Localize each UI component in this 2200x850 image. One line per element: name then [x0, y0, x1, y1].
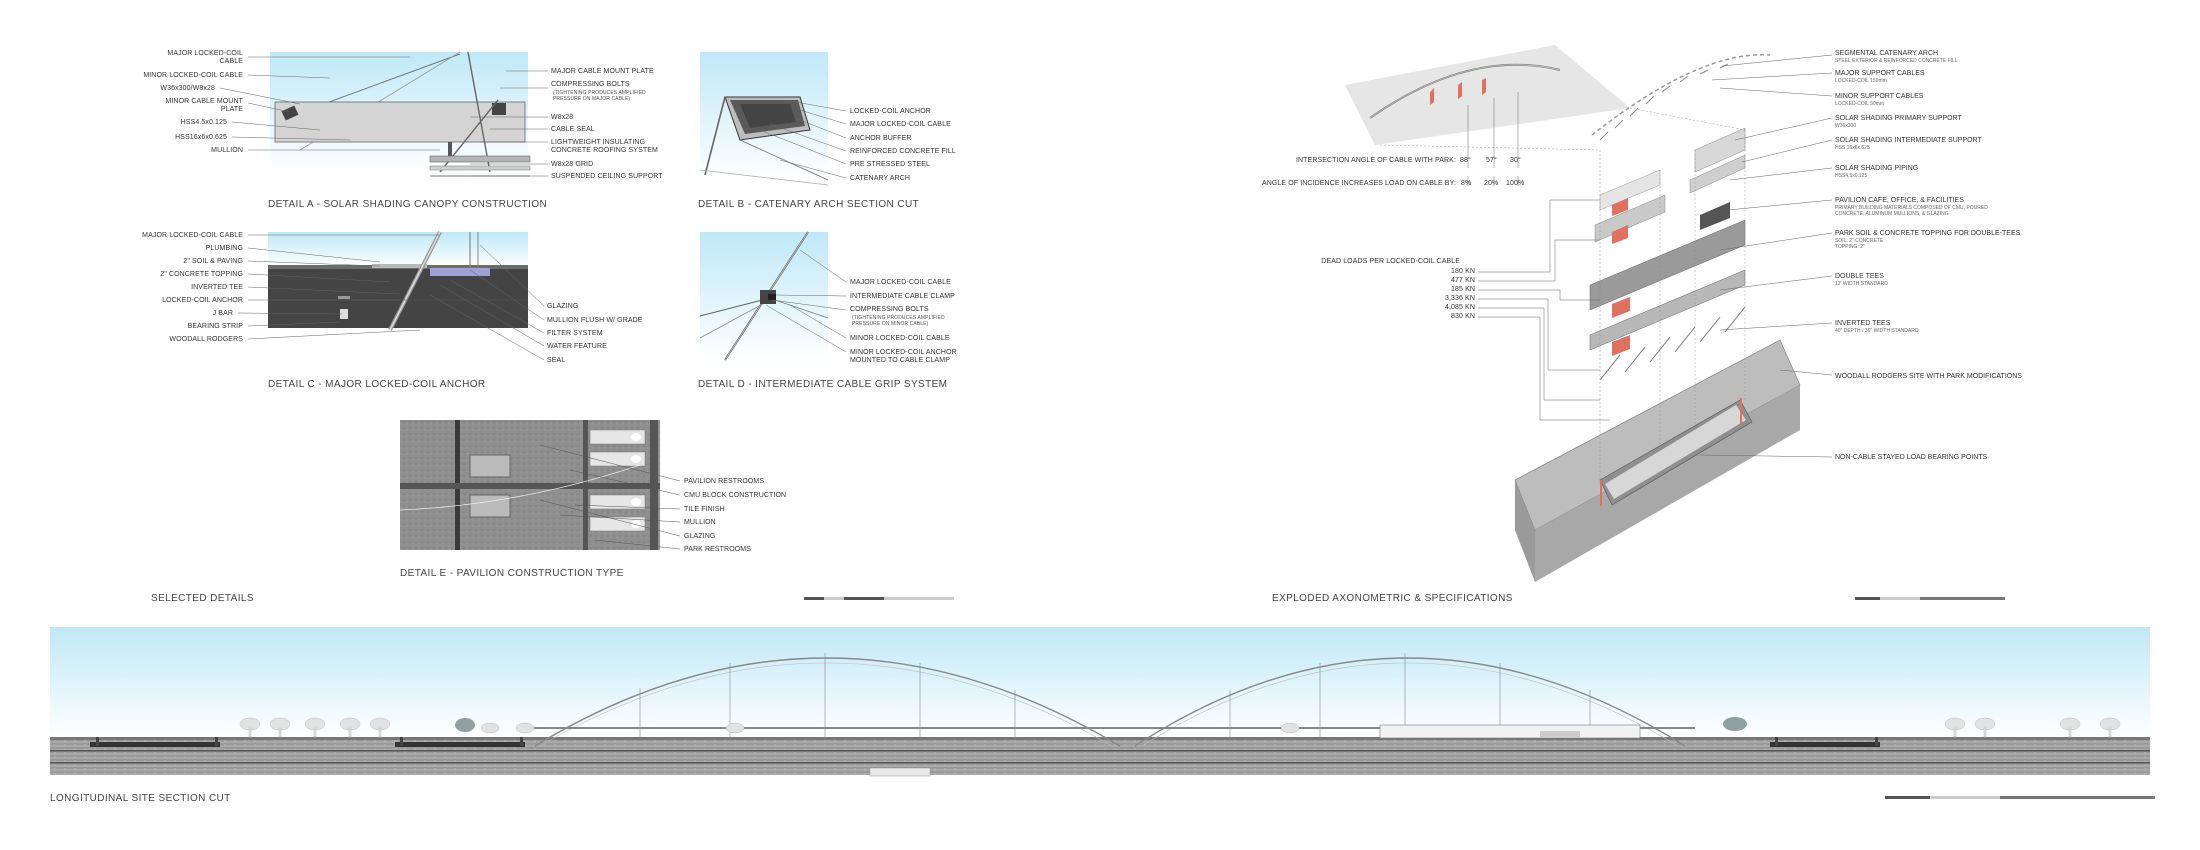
detail-e-label-mullion: MULLION — [684, 519, 716, 526]
spec-piping-title: SOLAR SHADING PIPING — [1835, 165, 1919, 172]
spec-piping — [1835, 165, 1918, 179]
detail-c-label-filter: FILTER SYSTEM — [547, 330, 603, 337]
detail-b-label-major-cable: MAJOR LOCKED-COIL CABLE — [850, 121, 951, 128]
axon-dead-loads-label: DEAD LOADS PER LOCKED-COIL CABLE — [1321, 258, 1460, 265]
spec-intermediate-support — [1835, 137, 1982, 151]
detail-c-label-mullion: MULLION FLUSH W/ GRADE — [547, 317, 643, 324]
detail-c-caption: DETAIL C - MAJOR LOCKED-COIL ANCHOR — [268, 379, 486, 390]
axon-scale-bar — [1855, 597, 2005, 600]
detail-a-label-mullion: MULLION — [211, 147, 243, 154]
axon-increase-2: 20% — [1484, 180, 1499, 187]
spec-park-soil — [1835, 230, 2020, 250]
spec-load-points — [1835, 454, 1987, 462]
detail-d-label-minor-cable: MINOR LOCKED-COIL CABLE — [850, 335, 950, 342]
detail-c-label-seal: SEAL — [547, 357, 566, 364]
spec-minor-cables-sub: LOCKED-COIL 50mm — [1835, 101, 1884, 107]
axon-angle-3: 30° — [1510, 157, 1521, 164]
detail-c-label-topping: 2" CONCRETE TOPPING — [160, 271, 243, 278]
detail-a-label-major-mount: MAJOR CABLE MOUNT PLATE — [551, 68, 654, 75]
spec-inverted-tees-title: INVERTED TEES — [1835, 320, 1891, 327]
detail-c-label-jbar: J BAR — [212, 310, 233, 317]
detail-c-label-woodall: WOODALL RODGERS — [169, 336, 243, 343]
axon-incidence-label: ANGLE OF INCIDENCE INCREASES LOAD ON CABLE BY: — [1261, 180, 1456, 187]
section-scale-bar — [1885, 796, 2155, 799]
spec-minor-cables-title: MINOR SUPPORT CABLES — [1835, 93, 1924, 100]
spec-park-soil-sub: SOIL: 2" CONCRETE TOPPING: 2" — [1835, 238, 1884, 250]
axon-section-title: EXPLODED AXONOMETRIC & SPECIFICATIONS — [1272, 593, 1513, 604]
detail-d-label-clamp: INTERMEDIATE CABLE CLAMP — [850, 293, 955, 300]
site-section-title: LONGITUDINAL SITE SECTION CUT — [50, 793, 231, 804]
spec-inverted-tees-sub: 40" DEPTH / 36" WIDTH STANDARD — [1835, 328, 1919, 334]
spec-primary-support-title: SOLAR SHADING PRIMARY SUPPORT — [1835, 115, 1962, 122]
detail-d-label-bolts-note: (TIGHTENING PRODUCES AMPLIFIED PRESSURE ON MINOR CABLE) — [852, 315, 945, 327]
spec-arch-sub: STEEL EXTERIOR & REINFORCED CONCRETE FILL — [1835, 58, 1958, 64]
selected-details-title: SELECTED DETAILS — [151, 593, 254, 604]
detail-a-label-minor-cable: MINOR LOCKED-COIL CABLE — [143, 72, 243, 79]
detail-b-label-buffer: ANCHOR BUFFER — [850, 135, 912, 142]
axon-load-3: 185 KN — [1451, 286, 1475, 293]
detail-c-label-major-cable: MAJOR LOCKED-COIL CABLE — [142, 232, 243, 239]
detail-d-label-bolts: COMPRESSING BOLTS — [850, 306, 929, 313]
spec-intermediate-support-title: SOLAR SHADING INTERMEDIATE SUPPORT — [1835, 137, 1982, 144]
spec-intermediate-support-sub: HSS 16x6x.625 — [1835, 145, 1870, 151]
spec-major-cables-title: MAJOR SUPPORT CABLES — [1835, 70, 1925, 77]
detail-e-label-pavilion-restrooms: PAVILION RESTROOMS — [684, 478, 765, 485]
axon-angle-1: 88° — [1460, 157, 1471, 164]
detail-e-label-glazing: GLAZING — [684, 533, 716, 540]
spec-double-tees — [1835, 273, 1888, 287]
detail-b-caption: DETAIL B - CATENARY ARCH SECTION CUT — [698, 199, 920, 210]
detail-a-label-major-cable: MAJOR LOCKED-COIL CABLE — [167, 50, 243, 65]
spec-load-points-title: NON-CABLE STAYED LOAD BEARING POINTS — [1835, 454, 1988, 461]
detail-d-label-minor-anchor: MINOR LOCKED-COIL ANCHOR MOUNTED TO CABLE CLAMP — [850, 349, 957, 364]
trees — [240, 718, 2120, 737]
detail-c-label-water: WATER FEATURE — [547, 343, 607, 350]
detail-a-label-cable-seal: CABLE SEAL — [551, 126, 595, 133]
detail-a-caption: DETAIL A - SOLAR SHADING CANOPY CONSTRUCTION — [268, 199, 548, 210]
detail-b-label-concrete: REINFORCED CONCRETE FILL — [850, 148, 956, 155]
detail-a-label-minor-mount: MINOR CABLE MOUNT PLATE — [165, 98, 243, 113]
details-scale-bar — [804, 597, 954, 600]
detail-a-drawing — [270, 52, 530, 176]
detail-a-label-bolts: COMPRESSING BOLTS — [551, 81, 630, 88]
axon-increase-3: 100% — [1506, 180, 1525, 187]
spec-woodall-site — [1835, 373, 2022, 381]
spec-inverted-tees — [1835, 320, 1918, 334]
detail-d-drawing — [700, 232, 828, 360]
detail-e-label-park-restrooms: PARK RESTROOMS — [684, 546, 752, 553]
spec-pavilion-sub: PRIMARY BUILDING MATERIALS COMPOSED OF CMU, POURED CONCRETE, ALUMINUM MULLIONS, & GLAZING — [1835, 205, 1988, 217]
spec-woodall-site-title: WOODALL RODGERS SITE WITH PARK MODIFICATIONS — [1835, 373, 2022, 380]
axon-load-1: 180 KN — [1451, 268, 1475, 275]
detail-a-label-ceiling: SUSPENDED CEILING SUPPORT — [551, 173, 663, 180]
spec-major-cables-sub: LOCKED-COIL 150mm — [1835, 78, 1887, 84]
detail-d-caption: DETAIL D - INTERMEDIATE CABLE GRIP SYSTEM — [698, 379, 948, 390]
detail-a-label-roofing: LIGHTWEIGHT INSULATING CONCRETE ROOFING SYSTEM — [551, 139, 658, 154]
spec-arch — [1835, 50, 1958, 64]
axonometric-drawing — [1345, 45, 1800, 582]
detail-e-drawing — [400, 420, 660, 550]
spec-major-cables — [1835, 70, 1925, 84]
detail-c-label-anchor: LOCKED-COIL ANCHOR — [162, 297, 243, 304]
detail-e-label-tile: TILE FINISH — [684, 506, 725, 513]
detail-b-label-arch: CATENARY ARCH — [850, 175, 911, 182]
detail-c-drawing — [268, 232, 528, 330]
axon-load-4: 3,336 KN — [1445, 295, 1475, 302]
detail-c-label-inverted-tee: INVERTED TEE — [191, 284, 243, 291]
detail-b-label-anchor: LOCKED-COIL ANCHOR — [850, 108, 931, 115]
axon-load-2: 477 KN — [1451, 277, 1475, 284]
detail-c-label-plumbing: PLUMBING — [205, 245, 243, 252]
spec-pavilion — [1835, 197, 2015, 217]
spec-minor-cables — [1835, 93, 1923, 107]
spec-double-tees-title: DOUBLE TEES — [1835, 273, 1884, 280]
detail-a-label-w36: W36x300/W8x28 — [160, 85, 215, 92]
spec-double-tees-sub: 12' WIDTH STANDARD — [1835, 281, 1888, 287]
detail-a-label-bolts-note: (TIGHTENING PRODUCES AMPLIFIED PRESSURE ON MAJOR CABLE) — [553, 90, 646, 102]
axon-increase-1: 8% — [1461, 180, 1472, 187]
detail-d-label-major-cable: MAJOR LOCKED-COIL CABLE — [850, 279, 951, 286]
spec-primary-support-sub: W36x300 — [1835, 123, 1857, 129]
spec-pavilion-title: PAVILION CAFE, OFFICE, & FACILITIES — [1835, 197, 1964, 204]
detail-c-label-soil: 2" SOIL & PAVING — [183, 258, 243, 265]
detail-a-label-hss16: HSS16x6x0.625 — [175, 134, 227, 141]
axon-intersection-label: INTERSECTION ANGLE OF CABLE WITH PARK: — [1295, 157, 1456, 164]
site-section-drawing — [50, 627, 2150, 776]
axon-angle-2: 57° — [1486, 157, 1497, 164]
axon-load-5: 4,085 KN — [1445, 304, 1475, 311]
detail-c-label-glazing: GLAZING — [547, 303, 579, 310]
axon-load-6: 830 KN — [1451, 313, 1475, 320]
detail-e-label-cmu: CMU BLOCK CONSTRUCTION — [684, 492, 787, 499]
detail-a-label-hss45: HSS4.5x0.125 — [180, 119, 227, 126]
detail-c-label-bearing: BEARING STRIP — [187, 323, 243, 330]
spec-park-soil-title: PARK SOIL & CONCRETE TOPPING FOR DOUBLE-TEES — [1835, 230, 2021, 237]
detail-b-label-steel: PRE STRESSED STEEL — [850, 161, 930, 168]
detail-a-label-grid: W8x28 GRID — [551, 161, 594, 168]
detail-e-caption: DETAIL E - PAVILION CONSTRUCTION TYPE — [400, 568, 624, 579]
detail-b-drawing — [700, 52, 828, 185]
spec-primary-support — [1835, 115, 1962, 129]
spec-piping-sub: HSS4.5x0.125 — [1835, 173, 1868, 179]
detail-a-label-w828: W8x28 — [551, 114, 574, 121]
spec-arch-title: SEGMENTAL CATENARY ARCH — [1835, 50, 1939, 57]
